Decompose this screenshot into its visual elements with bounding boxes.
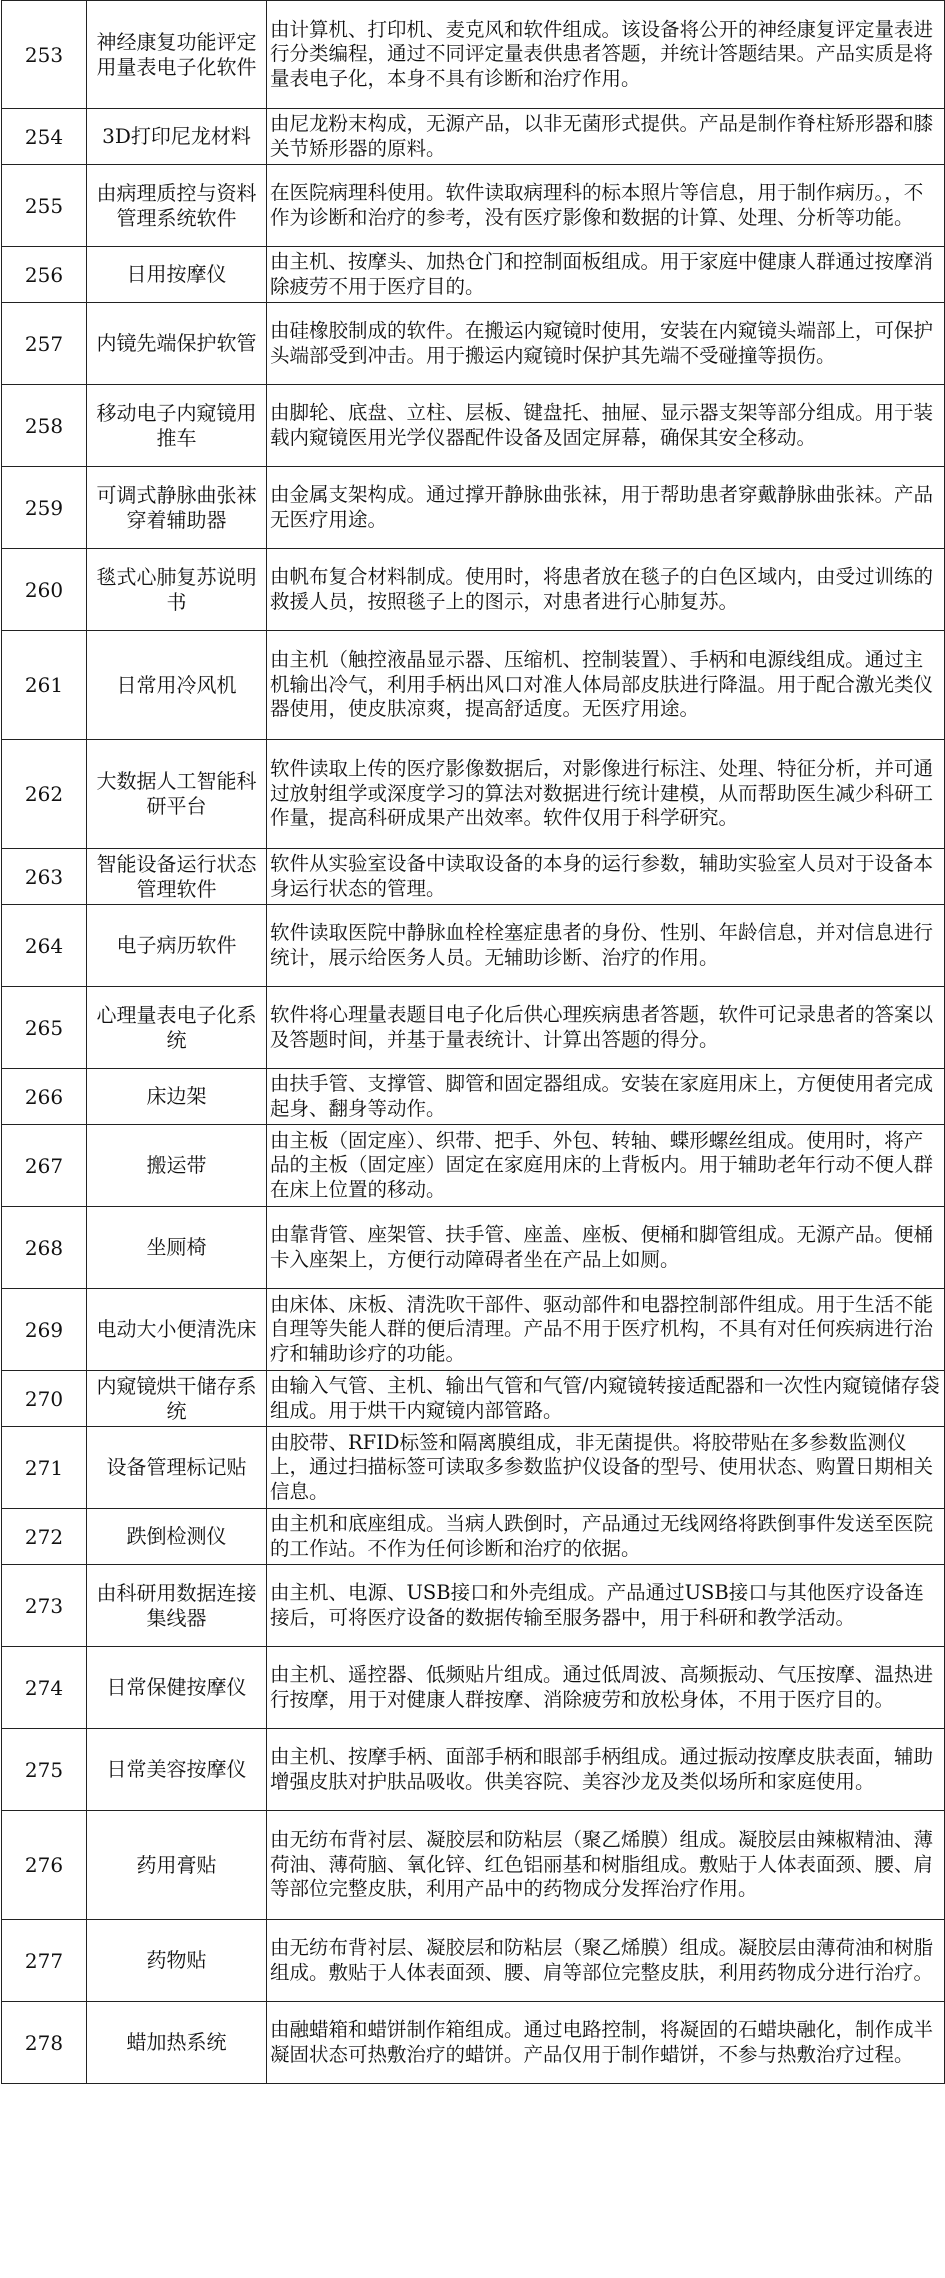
product-description: 由主机、遥控器、低频贴片组成。通过低周波、高频振动、气压按摩、温热进行按摩，用于对健康人群按摩、消除疲劳和放松身体，不用于医疗目的。 [267, 1647, 945, 1729]
product-description: 由主机、电源、USB接口和外壳组成。产品通过USB接口与其他医疗设备连接后，可将医疗设备的数据传输至服务器中，用于科研和教学活动。 [267, 1565, 945, 1647]
product-description: 由脚轮、底盘、立柱、层板、键盘托、抽屉、显示器支架等部分组成。用于装载内窥镜医用光学仪器配件设备及固定屏幕，确保其安全移动。 [267, 385, 945, 467]
product-name: 电动大小便清洗床 [87, 1289, 267, 1371]
row-number: 273 [2, 1565, 87, 1647]
row-number: 276 [2, 1811, 87, 1920]
row-number: 261 [2, 631, 87, 740]
product-description: 由主机、按摩手柄、面部手柄和眼部手柄组成。通过振动按摩皮肤表面，辅助增强皮肤对护肤品吸收。供美容院、美容沙龙及类似场所和家庭使用。 [267, 1729, 945, 1811]
table-row [2, 1371, 945, 1427]
table-row [2, 1125, 945, 1207]
product-name: 移动电子内窥镜用推车 [87, 385, 267, 467]
product-description: 在医院病理科使用。软件读取病理科的标本照片等信息，用于制作病历。，不作为诊断和治疗的参考，没有医疗影像和数据的计算、处理、分析等功能。 [267, 165, 945, 247]
product-name: 3D打印尼龙材料 [87, 109, 267, 165]
product-name: 由病理质控与资料管理系统软件 [87, 165, 267, 247]
row-number: 265 [2, 987, 87, 1069]
product-name: 神经康复功能评定用量表电子化软件 [87, 1, 267, 109]
product-name: 大数据人工智能科研平台 [87, 740, 267, 849]
product-description: 由主机、按摩头、加热仓门和控制面板组成。用于家庭中健康人群通过按摩消除疲劳不用于医疗目的。 [267, 247, 945, 303]
product-description: 由金属支架构成。通过撑开静脉曲张袜，用于帮助患者穿戴静脉曲张袜。产品无医疗用途。 [267, 467, 945, 549]
product-description: 由输入气管、主机、输出气管和气管/内窥镜转接适配器和一次性内窥镜储存袋组成。用于烘干内窥镜内部管路。 [267, 1371, 945, 1427]
product-name: 坐厕椅 [87, 1207, 267, 1289]
row-number: 274 [2, 1647, 87, 1729]
row-number: 256 [2, 247, 87, 303]
table-row [2, 1069, 945, 1125]
table-row [2, 549, 945, 631]
product-name: 药物贴 [87, 1920, 267, 2002]
table-row [2, 1, 945, 109]
product-name: 内窥镜烘干储存系统 [87, 1371, 267, 1427]
product-description: 由硅橡胶制成的软件。在搬运内窥镜时使用，安装在内窥镜头端部上，可保护头端部受到冲击。用于搬运内窥镜时保护其先端不受碰撞等损伤。 [267, 303, 945, 385]
product-name: 日用按摩仪 [87, 247, 267, 303]
table-row [2, 1811, 945, 1920]
row-number: 258 [2, 385, 87, 467]
table-row [2, 905, 945, 987]
table-row [2, 1647, 945, 1729]
row-number: 266 [2, 1069, 87, 1125]
product-description: 由主机和底座组成。当病人跌倒时，产品通过无线网络将跌倒事件发送至医院的工作站。不作为任何诊断和治疗的依据。 [267, 1509, 945, 1565]
product-description: 由主板（固定座）、织带、把手、外包、转轴、蝶形螺丝组成。使用时，将产品的主板（固定座）固定在家庭用床的上背板内。用于辅助老年行动不便人群在床上位置的移动。 [267, 1125, 945, 1207]
product-table [1, 0, 945, 2084]
product-name: 内镜先端保护软管 [87, 303, 267, 385]
row-number: 269 [2, 1289, 87, 1371]
row-number: 255 [2, 165, 87, 247]
product-description: 由胶带、RFID标签和隔离膜组成，非无菌提供。将胶带贴在多参数监测仪上，通过扫描标签可读取多参数监护仪设备的型号、使用状态、购置日期相关信息。 [267, 1427, 945, 1509]
row-number: 257 [2, 303, 87, 385]
row-number: 268 [2, 1207, 87, 1289]
row-number: 260 [2, 549, 87, 631]
product-name: 蜡加热系统 [87, 2002, 267, 2084]
table-row [2, 1289, 945, 1371]
table-row [2, 385, 945, 467]
row-number: 272 [2, 1509, 87, 1565]
product-name: 搬运带 [87, 1125, 267, 1207]
row-number: 271 [2, 1427, 87, 1509]
table-row [2, 1565, 945, 1647]
table-row [2, 1427, 945, 1509]
table-row [2, 165, 945, 247]
product-description: 由靠背管、座架管、扶手管、座盖、座板、便桶和脚管组成。无源产品。便桶卡入座架上，方便行动障碍者坐在产品上如厕。 [267, 1207, 945, 1289]
table-row [2, 109, 945, 165]
table-row [2, 467, 945, 549]
product-name: 药用膏贴 [87, 1811, 267, 1920]
product-description: 由帆布复合材料制成。使用时，将患者放在毯子的白色区域内，由受过训练的救援人员，按照毯子上的图示，对患者进行心肺复苏。 [267, 549, 945, 631]
table-row [2, 1207, 945, 1289]
product-name: 日常保健按摩仪 [87, 1647, 267, 1729]
product-name: 电子病历软件 [87, 905, 267, 987]
table-row [2, 303, 945, 385]
table-row [2, 2002, 945, 2084]
table-row [2, 849, 945, 905]
row-number: 263 [2, 849, 87, 905]
row-number: 254 [2, 109, 87, 165]
product-name: 毯式心肺复苏说明书 [87, 549, 267, 631]
product-name: 设备管理标记贴 [87, 1427, 267, 1509]
product-description: 由融蜡箱和蜡饼制作箱组成。通过电路控制，将凝固的石蜡块融化，制作成半凝固状态可热敷治疗的蜡饼。产品仅用于制作蜡饼，不参与热敷治疗过程。 [267, 2002, 945, 2084]
product-description: 软件读取上传的医疗影像数据后，对影像进行标注、处理、特征分析，并可通过放射组学或深度学习的算法对数据进行统计建模，从而帮助医生减少科研工作量，提高科研成果产出效率。软件仅用于科学研究。 [267, 740, 945, 849]
table-row [2, 1509, 945, 1565]
product-description: 软件读取医院中静脉血栓栓塞症患者的身份、性别、年龄信息，并对信息进行统计，展示给医务人员。无辅助诊断、治疗的作用。 [267, 905, 945, 987]
product-name: 心理量表电子化系统 [87, 987, 267, 1069]
row-number: 259 [2, 467, 87, 549]
row-number: 264 [2, 905, 87, 987]
product-description: 软件从实验室设备中读取设备的本身的运行参数，辅助实验室人员对于设备本身运行状态的管理。 [267, 849, 945, 905]
row-number: 267 [2, 1125, 87, 1207]
product-name: 跌倒检测仪 [87, 1509, 267, 1565]
product-description: 软件将心理量表题目电子化后供心理疾病患者答题，软件可记录患者的答案以及答题时间，并基于量表统计、计算出答题的得分。 [267, 987, 945, 1069]
product-name: 床边架 [87, 1069, 267, 1125]
product-description: 由主机（触控液晶显示器、压缩机、控制装置）、手柄和电源线组成。通过主机输出冷气，利用手柄出风口对准人体局部皮肤进行降温。用于配合激光类仪器使用，使皮肤凉爽，提高舒适度。无医疗用途。 [267, 631, 945, 740]
product-name: 可调式静脉曲张袜穿着辅助器 [87, 467, 267, 549]
product-description: 由无纺布背衬层、凝胶层和防粘层（聚乙烯膜）组成。凝胶层由辣椒精油、薄荷油、薄荷脑、氧化锌、红色铝丽基和树脂组成。敷贴于人体表面颈、腰、肩等部位完整皮肤，利用产品中的药物成分发挥治疗作用。 [267, 1811, 945, 1920]
row-number: 275 [2, 1729, 87, 1811]
product-name: 智能设备运行状态管理软件 [87, 849, 267, 905]
table-row [2, 1729, 945, 1811]
product-name: 日常美容按摩仪 [87, 1729, 267, 1811]
product-name: 由科研用数据连接集线器 [87, 1565, 267, 1647]
table-row [2, 1920, 945, 2002]
row-number: 277 [2, 1920, 87, 2002]
row-number: 262 [2, 740, 87, 849]
product-description: 由计算机、打印机、麦克风和软件组成。该设备将公开的神经康复评定量表进行分类编程，通过不同评定量表供患者答题，并统计答题结果。产品实质是将量表电子化，本身不具有诊断和治疗作用。 [267, 1, 945, 109]
product-description: 由尼龙粉末构成，无源产品，以非无菌形式提供。产品是制作脊柱矫形器和膝关节矫形器的原料。 [267, 109, 945, 165]
table-row [2, 631, 945, 740]
row-number: 270 [2, 1371, 87, 1427]
product-description: 由扶手管、支撑管、脚管和固定器组成。安装在家庭用床上，方便使用者完成起身、翻身等动作。 [267, 1069, 945, 1125]
table-row [2, 247, 945, 303]
product-description: 由无纺布背衬层、凝胶层和防粘层（聚乙烯膜）组成。凝胶层由薄荷油和树脂组成。敷贴于人体表面颈、腰、肩等部位完整皮肤，利用药物成分进行治疗。 [267, 1920, 945, 2002]
product-name: 日常用冷风机 [87, 631, 267, 740]
table-row [2, 987, 945, 1069]
row-number: 278 [2, 2002, 87, 2084]
table-row [2, 740, 945, 849]
product-description: 由床体、床板、清洗吹干部件、驱动部件和电器控制部件组成。用于生活不能自理等失能人群的便后清理。产品不用于医疗机构，不具有对任何疾病进行治疗和辅助诊疗的功能。 [267, 1289, 945, 1371]
row-number: 253 [2, 1, 87, 109]
